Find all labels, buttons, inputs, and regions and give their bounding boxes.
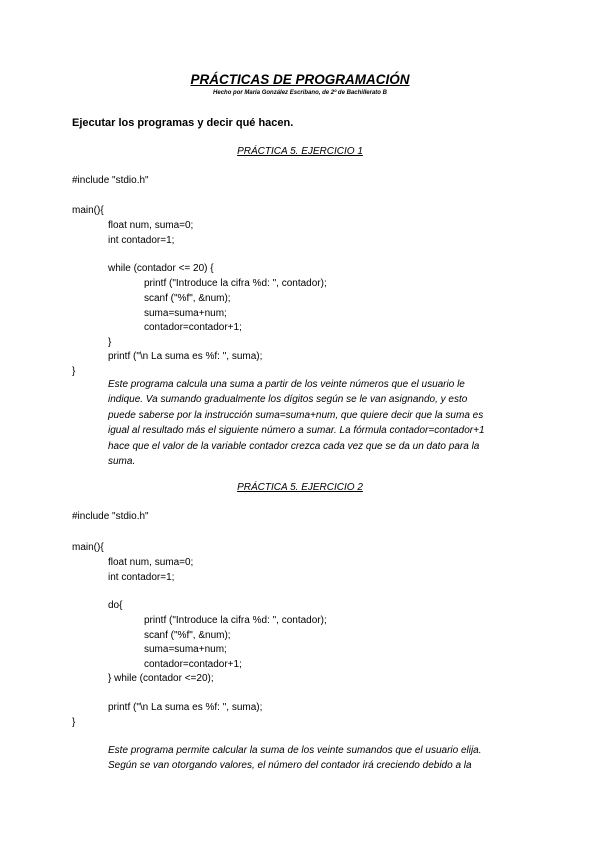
- explanation-line: igual al resultado más el siguiente número a sumar. La fórmula contador=contador+1: [108, 425, 485, 437]
- code-line: main(){: [72, 542, 104, 553]
- code-line: }: [72, 717, 76, 728]
- code-line: int contador=1;: [108, 572, 175, 583]
- explanation-line: hace que el valor de la variable contador crezca cada vez que se da un dato para la: [108, 440, 480, 452]
- explanation-line: suma.: [108, 456, 136, 468]
- exercise-1-title: PRÁCTICA 5. EJERCICIO 1: [237, 146, 363, 157]
- code-line: printf ("\n La suma es %f: ", suma);: [108, 351, 263, 362]
- explanation-line: Este programa calcula una suma a partir de los veinte números que el usuario le: [108, 379, 465, 390]
- exercise-2-explanation: [108, 743, 530, 774]
- document-title: PRÁCTICAS DE PROGRAMACIÓN: [190, 72, 410, 87]
- code-line: suma=suma+num;: [144, 308, 227, 319]
- code-line: while (contador <= 20) {: [108, 263, 214, 274]
- code-line: } while (contador <=20);: [108, 673, 214, 684]
- code-line: contador=contador+1;: [144, 659, 242, 670]
- code-line: suma=suma+num;: [144, 644, 227, 655]
- document-subtitle: Hecho por María González Escribano, de 2º de Bachillerato B: [213, 90, 387, 96]
- code-line: main(){: [72, 205, 104, 216]
- code-line: float num, suma=0;: [108, 220, 194, 231]
- code-line: scanf ("%f", &num);: [144, 630, 231, 641]
- code-line: }: [72, 366, 76, 377]
- explanation-line: Este programa permite calcular la suma de los veinte sumandos que el usuario elija.: [108, 745, 482, 756]
- code-line: contador=contador+1;: [144, 322, 242, 333]
- explanation-line: puede saberse por la instrucción suma=suma+num, que quiere decir que la suma es: [108, 409, 484, 421]
- code-line: printf ("Introduce la cifra %d: ", contador);: [144, 278, 327, 289]
- code-line: scanf ("%f", &num);: [144, 293, 231, 304]
- code-line: do{: [108, 600, 123, 611]
- code-line: }: [108, 337, 112, 348]
- explanation-line: Según se van otorgando valores, el número del contador irá creciendo debido a la: [108, 760, 472, 772]
- code-line: printf ("\n La suma es %f: ", suma);: [108, 702, 263, 713]
- code-line: printf ("Introduce la cifra %d: ", contador);: [144, 615, 327, 626]
- explanation-line: indique. Va sumando gradualmente los dígitos según se le van asignando, y esto: [108, 394, 468, 406]
- code-line: #include "stdio.h": [72, 175, 149, 186]
- code-line: float num, suma=0;: [108, 557, 194, 568]
- exercise-1-explanation: [108, 377, 530, 469]
- code-line: #include "stdio.h": [72, 511, 149, 522]
- code-line: int contador=1;: [108, 235, 175, 246]
- exercise-2-title: PRÁCTICA 5. EJERCICIO 2: [237, 482, 363, 493]
- instructions-heading: Ejecutar los programas y decir qué hacen.: [72, 117, 294, 129]
